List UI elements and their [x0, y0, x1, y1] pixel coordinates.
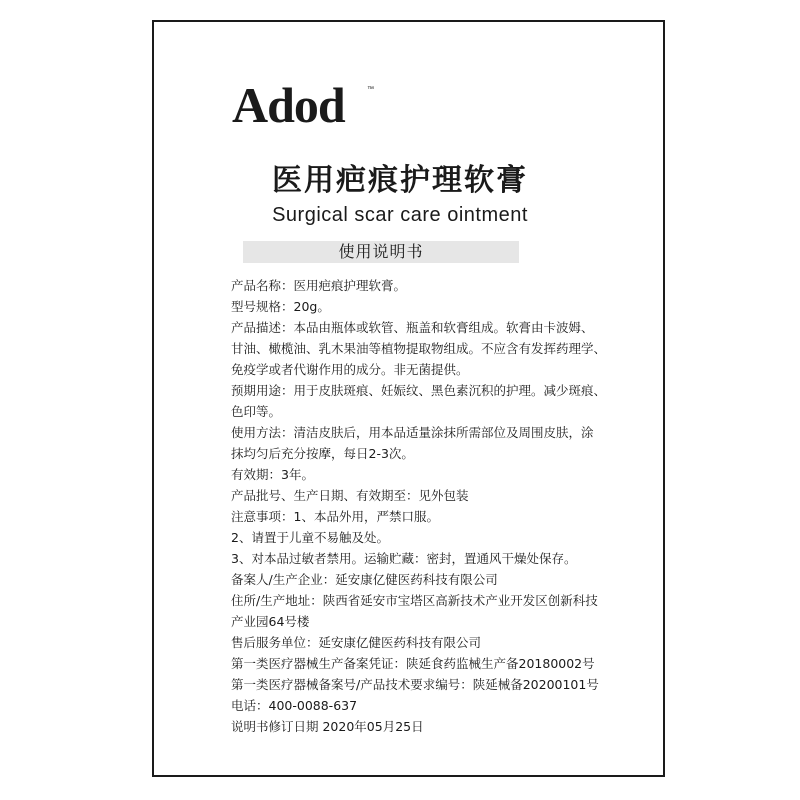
text-line: 住所/生产地址：陕西省延安市宝塔区高新技术产业开发区创新科技 [231, 593, 598, 608]
text-line: 甘油、橄榄油、乳木果油等植物提取物组成。不应含有发挥药理学、 [231, 341, 607, 356]
product-title-cn: 医用疤痕护理软膏 [272, 163, 528, 198]
text-line: 预期用途：用于皮肤斑痕、妊娠纹、黑色素沉积的护理。减少斑痕、 [231, 383, 607, 398]
text-line: 产品批号、生产日期、有效期至：见外包装 [231, 488, 469, 503]
text-line: 免疫学或者代谢作用的成分。非无菌提供。 [231, 362, 469, 377]
text-line: 第一类医疗器械备案号/产品技术要求编号：陕延械备20200101号 [231, 677, 599, 692]
text-line: 备案人/生产企业：延安康亿健医药科技有限公司 [231, 572, 498, 587]
text-line: 电话：400-0088-637 [231, 698, 358, 713]
text-line: 产品名称：医用疤痕护理软膏。 [231, 278, 407, 293]
text-line: 色印等。 [231, 404, 282, 419]
manual-heading: 使用说明书 [243, 241, 519, 263]
brand-logo: Adod [232, 77, 345, 133]
text-line: 3、对本品过敏者禁用。运输贮藏：密封，置通风干燥处保存。 [231, 551, 577, 566]
text-line: 产品描述：本品由瓶体或软管、瓶盖和软膏组成。软膏由卡波姆、 [231, 320, 594, 335]
text-line: 第一类医疗器械生产备案凭证：陕延食药监械生产备20180002号 [231, 656, 595, 671]
text-line: 有效期：3年。 [231, 467, 314, 482]
text-line: 型号规格：20g。 [231, 299, 330, 314]
text-line: 说明书修订日期 2020年05月25日 [231, 719, 424, 734]
product-title-en: Surgical scar care ointment [272, 204, 528, 226]
text-line: 售后服务单位：延安康亿健医药科技有限公司 [231, 635, 482, 650]
text-line: 2、请置于儿童不易触及处。 [231, 530, 389, 545]
text-line: 使用方法：清洁皮肤后，用本品适量涂抹所需部位及周围皮肤，涂 [231, 425, 594, 440]
instruction-text [231, 275, 651, 737]
trademark-symbol: ™ [367, 86, 374, 93]
text-line: 注意事项：1、本品外用，严禁口服。 [231, 509, 439, 524]
text-line: 抹均匀后充分按摩，每日2-3次。 [231, 446, 414, 461]
text-line: 产业园64号楼 [231, 614, 310, 629]
